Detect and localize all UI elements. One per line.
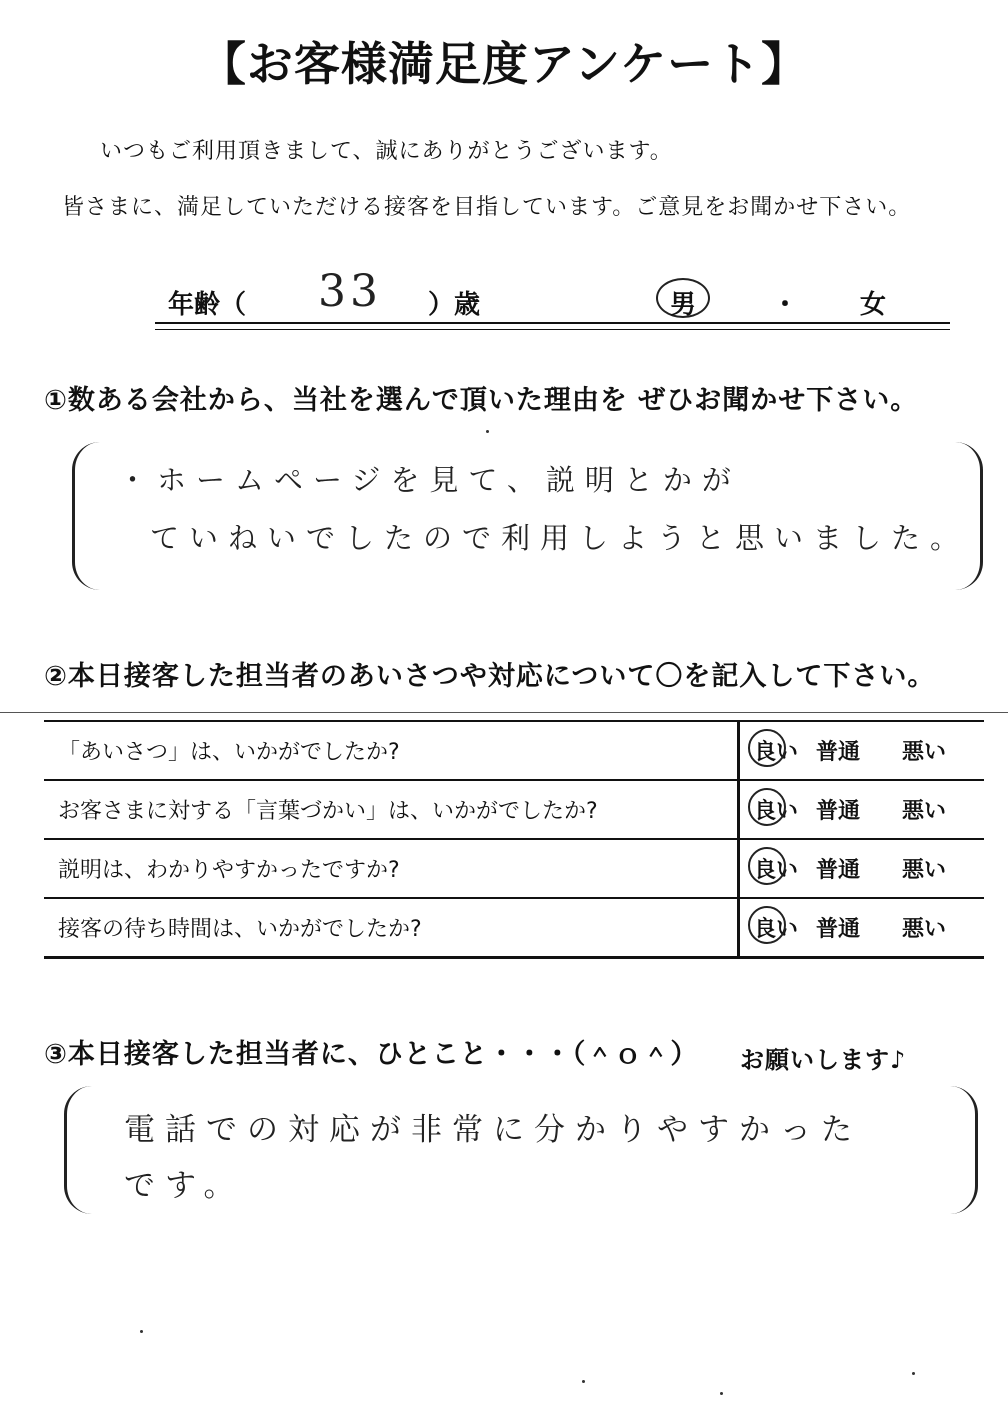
rating-option-bad[interactable]: 悪い xyxy=(902,917,947,942)
rating-option-good[interactable]: 良い xyxy=(754,735,816,766)
q3-answer-line-1: 電話での対応が非常に分かりやすかった xyxy=(124,1112,862,1148)
age-suffix: ）歳 xyxy=(428,290,481,320)
page-title: 【お客様満足度アンケート】 xyxy=(199,37,809,91)
rating-option-bad[interactable]: 悪い xyxy=(902,740,947,765)
rating-question: 説明は、わかりやすかったですか? xyxy=(44,839,739,898)
gender-separator: ・ xyxy=(772,290,799,320)
rating-question: 「あいさつ」は、いかがでしたか? xyxy=(44,721,739,780)
rating-option-good[interactable]: 良い xyxy=(754,912,816,943)
table-row xyxy=(44,839,984,898)
rating-question: 接客の待ち時間は、いかがでしたか? xyxy=(44,898,739,958)
q1-answer-line-2: ていねいでしたので利用しようと思いました。 xyxy=(150,521,970,555)
selected-circle-mark xyxy=(748,847,786,885)
rating-options xyxy=(739,898,985,958)
gender-female[interactable]: 女 xyxy=(860,290,887,320)
rating-options xyxy=(739,839,985,898)
rating-option-average[interactable]: 普通 xyxy=(816,799,861,824)
q2-heading: ②本日接客した担当者のあいさつや対応について〇を記入して下さい。 xyxy=(44,661,936,692)
q3-request: お願いします♪ xyxy=(740,1046,907,1074)
scan-speck xyxy=(140,1330,143,1333)
q3-heading: ③本日接客した担当者に、ひとこと・・・（＾ｏ＾） xyxy=(44,1039,699,1070)
q3-answer-line-2: です。 xyxy=(124,1168,245,1204)
age-underline-bottom xyxy=(155,329,950,330)
intro-line-2: 皆さまに、満足していただける接客を目指しています。ご意見をお聞かせ下さい。 xyxy=(62,195,912,220)
rating-option-average[interactable]: 普通 xyxy=(816,858,861,883)
q1-answer-line-1: ・ホームページを見て、説明とかが xyxy=(118,463,741,497)
q1-heading: ①数ある会社から、当社を選んで頂いた理由を ぜひお聞かせ下さい。 xyxy=(44,385,919,416)
rating-option-average[interactable]: 普通 xyxy=(816,917,861,942)
table-row xyxy=(44,780,984,839)
rating-option-good[interactable]: 良い xyxy=(754,794,816,825)
table-row xyxy=(44,898,984,958)
rating-option-bad[interactable]: 悪い xyxy=(902,799,947,824)
intro-line-1: いつもご利用頂きまして、誠にありがとうございます。 xyxy=(100,139,673,164)
rating-options xyxy=(739,721,985,780)
rating-question: お客さまに対する「言葉づかい」は、いかがでしたか? xyxy=(44,780,739,839)
rating-options xyxy=(739,780,985,839)
gender-male[interactable]: 男 xyxy=(670,290,697,320)
rating-option-good[interactable]: 良い xyxy=(754,853,816,884)
selected-circle-mark xyxy=(748,906,786,944)
scan-speck xyxy=(582,1380,585,1383)
scan-speck xyxy=(720,1392,723,1395)
rating-option-average[interactable]: 普通 xyxy=(816,740,861,765)
table-row xyxy=(44,721,984,780)
scan-speck xyxy=(912,1372,915,1375)
age-label: 年齢（ xyxy=(168,290,247,320)
rating-option-bad[interactable]: 悪い xyxy=(902,858,947,883)
scan-speck xyxy=(486,430,489,433)
selected-circle-mark xyxy=(748,729,786,767)
selected-circle-mark xyxy=(748,788,786,826)
q2-separator-line xyxy=(0,712,1008,713)
age-underline-top xyxy=(155,322,950,324)
age-value[interactable]: 33 xyxy=(318,266,382,317)
rating-table xyxy=(44,720,984,959)
